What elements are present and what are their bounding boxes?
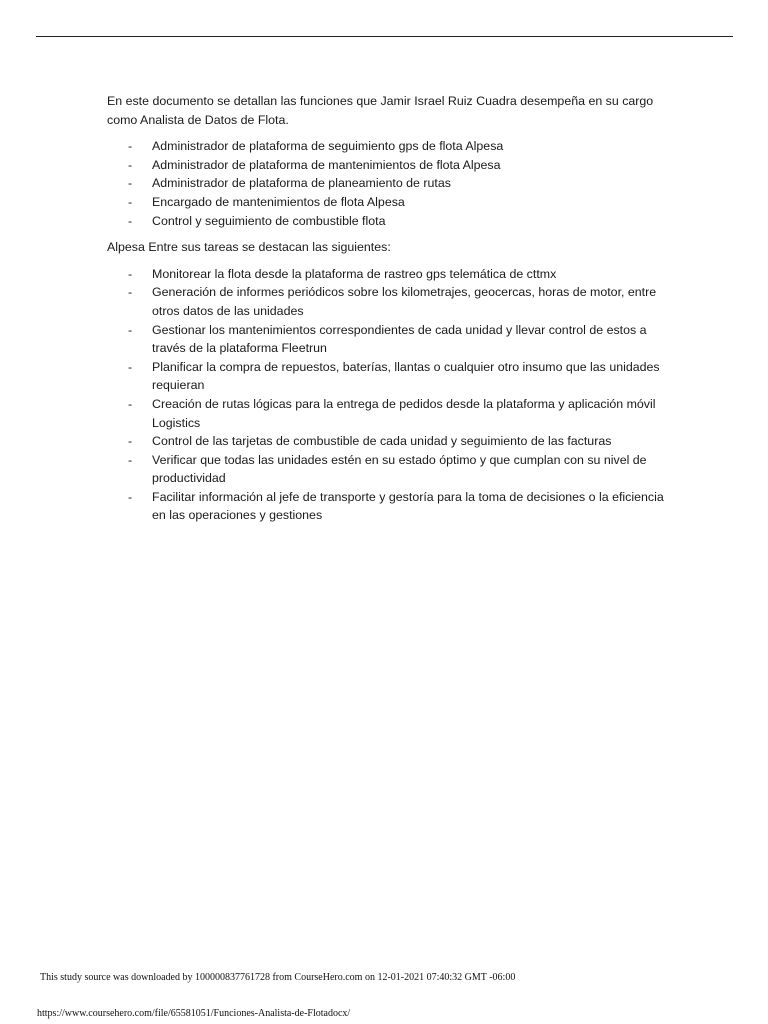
dash-bullet: - xyxy=(128,396,133,411)
list-item: - Control de las tarjetas de combustible de cada unidad y seguimiento de las facturas xyxy=(107,432,667,451)
list-item: - Administrador de plataforma de seguimiento gps de flota Alpesa xyxy=(107,137,667,156)
list-item: - Generación de informes periódicos sobre los kilometrajes, geocercas, horas de motor, entre otros datos de las unidades xyxy=(128,285,657,318)
dash-bullet: - xyxy=(128,157,133,172)
intro-paragraph: En este documento se detallan las funciones que Jamir Israel Ruiz Cuadra desempeña en su cargo como Analista de Datos de Flota. xyxy=(107,94,654,127)
list-item: - Verificar que todas las unidades estén en su estado óptimo y que cumplan con su nivel de productividad xyxy=(128,452,647,486)
dash-bullet: - xyxy=(128,139,133,154)
list-item: - Encargado de mantenimientos de flota Alpesa xyxy=(107,193,667,212)
dash-bullet: - xyxy=(128,489,133,504)
list-item: - Monitorear la flota desde la plataforma de rastreo gps telemática de cttmx xyxy=(107,265,667,284)
dash-bullet: - xyxy=(128,266,133,281)
tasks-heading: Alpesa Entre sus tareas se destacan las siguientes: xyxy=(107,240,391,255)
list-item: - Gestionar los mantenimientos correspondientes de cada unidad y llevar control de estos a través de la plataforma Fleetrun xyxy=(128,322,647,356)
header-rule xyxy=(36,36,733,37)
dash-bullet: - xyxy=(128,322,133,337)
dash-bullet: - xyxy=(128,213,133,228)
dash-bullet: - xyxy=(128,194,133,209)
download-source-note: This study source was downloaded by 100000837761728 from CourseHero.com on 12-01-2021 07:40:32 GMT -06:00 xyxy=(40,972,516,983)
tasks-list xyxy=(107,265,667,525)
list-item: - Facilitar información al jefe de transporte y gestoría para la toma de decisiones o la eficiencia en las operaciones y gestiones xyxy=(128,489,664,523)
dash-bullet: - xyxy=(128,434,133,449)
source-url[interactable]: https://www.coursehero.com/file/65581051/Funciones-Analista-de-Flotadocx/ xyxy=(37,1008,351,1019)
dash-bullet: - xyxy=(128,359,133,374)
list-item: - Control y seguimiento de combustible flota xyxy=(107,212,667,231)
list-item: - Administrador de plataforma de planeamiento de rutas xyxy=(107,174,667,193)
document-body xyxy=(107,92,667,533)
list-item: - Creación de rutas lógicas para la entrega de pedidos desde la plataforma y aplicación móvil Logistics xyxy=(128,396,656,430)
list-item: - Planificar la compra de repuestos, baterías, llantas o cualquier otro insumo que las unidades requieran xyxy=(128,359,660,393)
list-item: - Administrador de plataforma de mantenimientos de flota Alpesa xyxy=(107,156,667,175)
dash-bullet: - xyxy=(128,285,133,300)
dash-bullet: - xyxy=(128,452,133,467)
functions-list xyxy=(107,137,667,230)
dash-bullet: - xyxy=(128,176,133,191)
